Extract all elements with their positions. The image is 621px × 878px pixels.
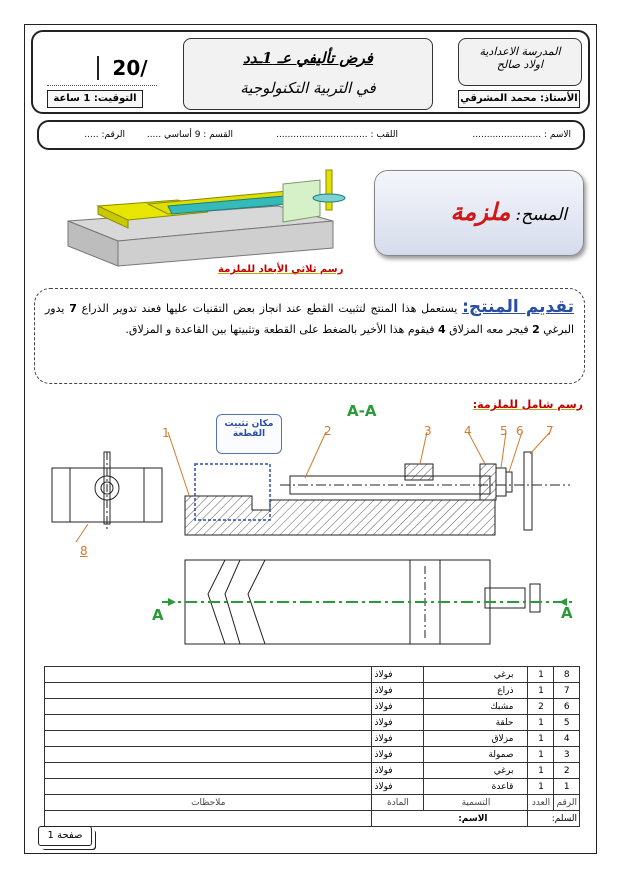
cell-repere: 8: [554, 667, 580, 683]
object-panel: [374, 170, 584, 256]
exam-subtitle: في التربية التكنولوجية: [240, 79, 376, 97]
table-row: [45, 747, 580, 763]
grade: 20/: [97, 56, 157, 80]
cell-nombre: 1: [528, 779, 554, 795]
footer-empty-cell: [45, 811, 372, 827]
header-nombre: العدد: [528, 795, 554, 811]
top-view: [162, 560, 575, 644]
cell-matiere: فولاذ: [372, 779, 424, 795]
cell-observations: [45, 747, 372, 763]
name-label: الاسم:: [372, 811, 528, 827]
intro-title: تقديم المنتج:: [462, 297, 574, 317]
school-panel: [458, 38, 582, 86]
section-label: A-A: [347, 402, 377, 420]
student-name-field[interactable]: الاسم : ........................: [472, 130, 571, 140]
intro-text-c: فيجر معه المزلاق: [445, 323, 533, 336]
cell-observations: [45, 683, 372, 699]
cell-repere: 6: [554, 699, 580, 715]
callout-label: مكان تثبيت القطعة: [216, 414, 282, 454]
part-number-1: 1: [162, 426, 170, 440]
header-designation: التسمية: [424, 795, 528, 811]
title-panel: [183, 38, 433, 110]
cell-matiere: فولاذ: [372, 747, 424, 763]
student-info-box: [37, 120, 585, 150]
vise-3d-caption: رسم ثلاثي الأبعاد للملزمة: [218, 264, 344, 275]
cell-nombre: 1: [528, 747, 554, 763]
cell-repere: 2: [554, 763, 580, 779]
header-observations: ملاحظات: [45, 795, 372, 811]
intro-text-b: يدور البرغي: [45, 302, 574, 336]
cell-designation: مشبك: [424, 699, 528, 715]
arrow-left-label: A: [152, 606, 164, 624]
section-view: [168, 432, 570, 535]
duration-tag: التوقيت: 1 ساعة: [47, 90, 143, 108]
table-footer-row: [45, 811, 580, 827]
object-label: المسح:: [515, 205, 567, 225]
cell-repere: 3: [554, 747, 580, 763]
table-row: [45, 731, 580, 747]
intro-num2: 2: [532, 323, 540, 336]
intro-text-a: يستعمل هذا المنتج لتثبيت القطع عند انجاز بعض التقنيات عليها فعند تدوير الذراع: [76, 302, 458, 315]
cell-matiere: فولاذ: [372, 699, 424, 715]
cell-designation: حلقة: [424, 715, 528, 731]
school-line1: المدرسة الاعدادية: [479, 45, 561, 58]
cell-nombre: 1: [528, 763, 554, 779]
table-row: [45, 779, 580, 795]
cell-repere: 7: [554, 683, 580, 699]
cell-observations: [45, 779, 372, 795]
student-surname-field[interactable]: اللقب : ................................: [276, 130, 398, 140]
cell-observations: [45, 763, 372, 779]
cell-observations: [45, 715, 372, 731]
student-class-field[interactable]: القسم : 9 أساسي .....: [146, 130, 233, 140]
table-row: [45, 683, 580, 699]
part-number-4: 4: [464, 424, 472, 438]
cell-repere: 5: [554, 715, 580, 731]
drawing-caption: رسم شامل للملزمة:: [472, 398, 583, 411]
header-box: [31, 30, 590, 114]
school-line2: اولاد صالح: [496, 58, 544, 71]
cell-repere: 1: [554, 779, 580, 795]
cell-nombre: 1: [528, 667, 554, 683]
object-name-row: [451, 197, 567, 226]
cell-observations: [45, 667, 372, 683]
part-number-6: 6: [516, 424, 524, 438]
exam-title: فرض تأليفي عـ 1ـدد: [243, 49, 373, 67]
cell-designation: ذراع: [424, 683, 528, 699]
cell-nombre: 1: [528, 715, 554, 731]
object-name: ملزمة: [450, 197, 511, 226]
table-row: [45, 715, 580, 731]
vise-3d-image: [58, 166, 358, 272]
part-number-7: 7: [546, 424, 554, 438]
intro-text-d: فيقوم هذا الأخير بالضغط على القطعة وتثبيتها بين القاعدة و المزلاق.: [125, 323, 438, 336]
intro-num7: 7: [69, 302, 77, 315]
part-number-5: 5: [500, 424, 508, 438]
cell-designation: مزلاق: [424, 731, 528, 747]
cell-matiere: فولاذ: [372, 763, 424, 779]
side-view: [52, 452, 162, 542]
header-repere: الرقم: [554, 795, 580, 811]
cell-designation: قاعدة: [424, 779, 528, 795]
cell-repere: 4: [554, 731, 580, 747]
cell-observations: [45, 731, 372, 747]
teacher-tag: الأستاذ: محمد المشرقي: [458, 90, 580, 108]
scale-label: السلم:: [528, 811, 580, 827]
cell-matiere: فولاذ: [372, 667, 424, 683]
cell-matiere: فولاذ: [372, 731, 424, 747]
part-number-2: 2: [324, 424, 332, 438]
header-matiere: المادة: [372, 795, 424, 811]
table-row: [45, 763, 580, 779]
table-header-row: [45, 795, 580, 811]
table-row: [45, 667, 580, 683]
cell-nombre: 2: [528, 699, 554, 715]
cell-designation: برغي: [424, 667, 528, 683]
table-row: [45, 699, 580, 715]
nomenclature-table: [44, 666, 580, 827]
intro-box: [34, 288, 585, 384]
cell-designation: برغي: [424, 763, 528, 779]
cell-matiere: فولاذ: [372, 683, 424, 699]
grade-box: [47, 46, 157, 86]
part-number-8: 8: [80, 544, 88, 558]
part-number-3: 3: [424, 424, 432, 438]
intro-paragraph: [45, 297, 574, 340]
intro-num4: 4: [437, 323, 446, 336]
cell-observations: [45, 699, 372, 715]
cell-designation: صمولة: [424, 747, 528, 763]
cell-nombre: 1: [528, 731, 554, 747]
page-number: صفحة 1: [38, 826, 92, 846]
arrow-right-label: A: [561, 604, 573, 622]
technical-drawing: [40, 418, 590, 656]
cell-matiere: فولاذ: [372, 715, 424, 731]
cell-nombre: 1: [528, 683, 554, 699]
student-number-field[interactable]: الرقم: .....: [84, 130, 125, 140]
